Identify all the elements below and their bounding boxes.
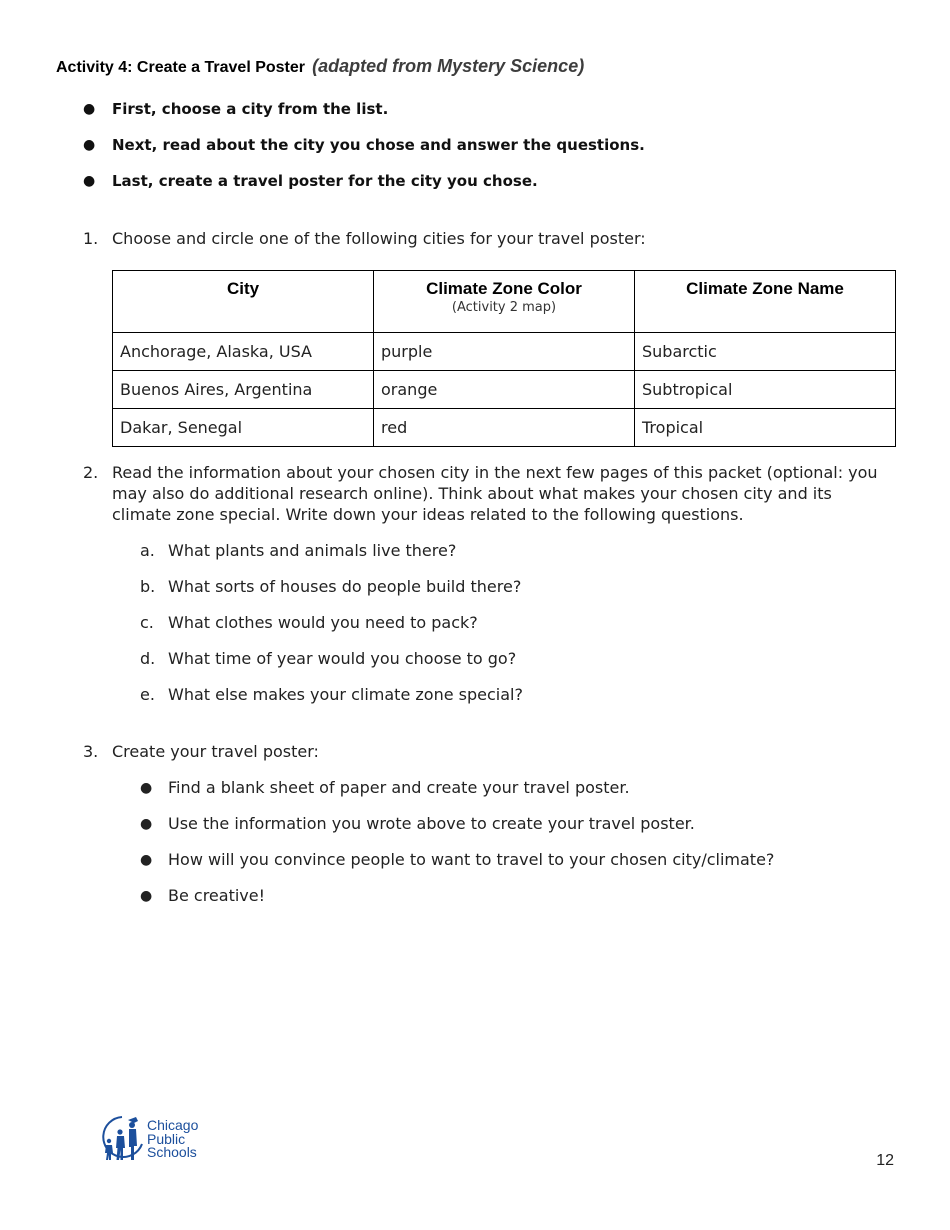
list-item [140,684,523,720]
tip-text: Be creative! [168,886,266,905]
intro-step [83,135,645,171]
bullet-icon: ● [83,173,96,189]
header-city: City [113,271,374,333]
questions-list [140,540,523,720]
page-title [56,56,584,77]
bullet-icon: ● [140,816,153,832]
intro-step [83,171,645,207]
intro-step-text: Last, create a travel poster for the city you chose. [112,172,538,190]
question-letter: a. [140,541,155,560]
list-item [140,576,523,612]
step-number: 1. [83,229,99,248]
bullet-icon: ● [140,780,153,796]
list-item [140,612,523,648]
logo-wordmark: Chicago Public Schools [147,1117,199,1160]
question-letter: e. [140,685,155,704]
header-note: (Activity 2 map) [451,300,557,315]
question-letter: d. [140,649,156,668]
tip-text: Use the information you wrote above to create your travel poster. [168,814,695,833]
cps-emblem-icon [98,1114,148,1166]
table-row [113,371,896,409]
question-text: What else makes your climate zone special? [168,685,523,704]
cell-zone-name: Subarctic [635,333,896,371]
intro-step-text: First, choose a city from the list. [112,100,389,118]
cell-city: Anchorage, Alaska, USA [113,333,374,371]
cell-zone-name: Tropical [635,409,896,447]
cell-color: purple [374,333,635,371]
table-row [113,333,896,371]
question-text: What sorts of houses do people build there? [168,577,522,596]
step-text: Read the information about your chosen city in the next few pages of this packet (optional: you may also do additional research online). Think about what makes your chosen city and its climate zone special. Write down your ideas related to the following questions. [112,463,878,524]
question-text: What time of year would you choose to go? [168,649,517,668]
list-item [140,777,774,813]
cell-color: orange [374,371,635,409]
step-text: Choose and circle one of the following cities for your travel poster: [112,229,646,248]
step-3 [83,741,895,762]
list-item [140,885,774,921]
intro-step [83,99,645,135]
intro-steps-list [83,99,645,207]
cell-color: red [374,409,635,447]
activity-title: Activity 4: Create a Travel Poster [56,59,306,76]
city-climate-table [112,270,896,447]
question-text: What plants and animals live there? [168,541,457,560]
bullet-icon: ● [83,101,96,117]
list-item [140,648,523,684]
step-text: Create your travel poster: [112,742,319,761]
question-text: What clothes would you need to pack? [168,613,478,632]
header-climate-zone-name: Climate Zone Name [635,271,896,333]
poster-tips-list [140,777,774,921]
page-number: 12 [876,1152,894,1169]
bullet-icon: ● [140,888,153,904]
cell-city: Buenos Aires, Argentina [113,371,374,409]
bullet-icon: ● [83,137,96,153]
step-2 [83,462,895,525]
cell-city: Dakar, Senegal [113,409,374,447]
activity-source: (adapted from Mystery Science) [312,56,585,76]
step-number: 2. [83,463,99,482]
tip-text: How will you convince people to want to travel to your chosen city/climate? [168,850,775,869]
list-item [140,813,774,849]
table-header-row [113,271,896,333]
cell-zone-name: Subtropical [635,371,896,409]
question-letter: c. [140,613,154,632]
table-row [113,409,896,447]
header-climate-zone-color: Climate Zone Color (Activity 2 map) [374,271,635,333]
question-letter: b. [140,577,156,596]
list-item [140,540,523,576]
bullet-icon: ● [140,852,153,868]
intro-step-text: Next, read about the city you chose and answer the questions. [112,136,645,154]
list-item [140,849,774,885]
tip-text: Find a blank sheet of paper and create your travel poster. [168,778,630,797]
cps-logo [98,1114,218,1166]
step-1 [83,228,895,249]
step-number: 3. [83,742,99,761]
